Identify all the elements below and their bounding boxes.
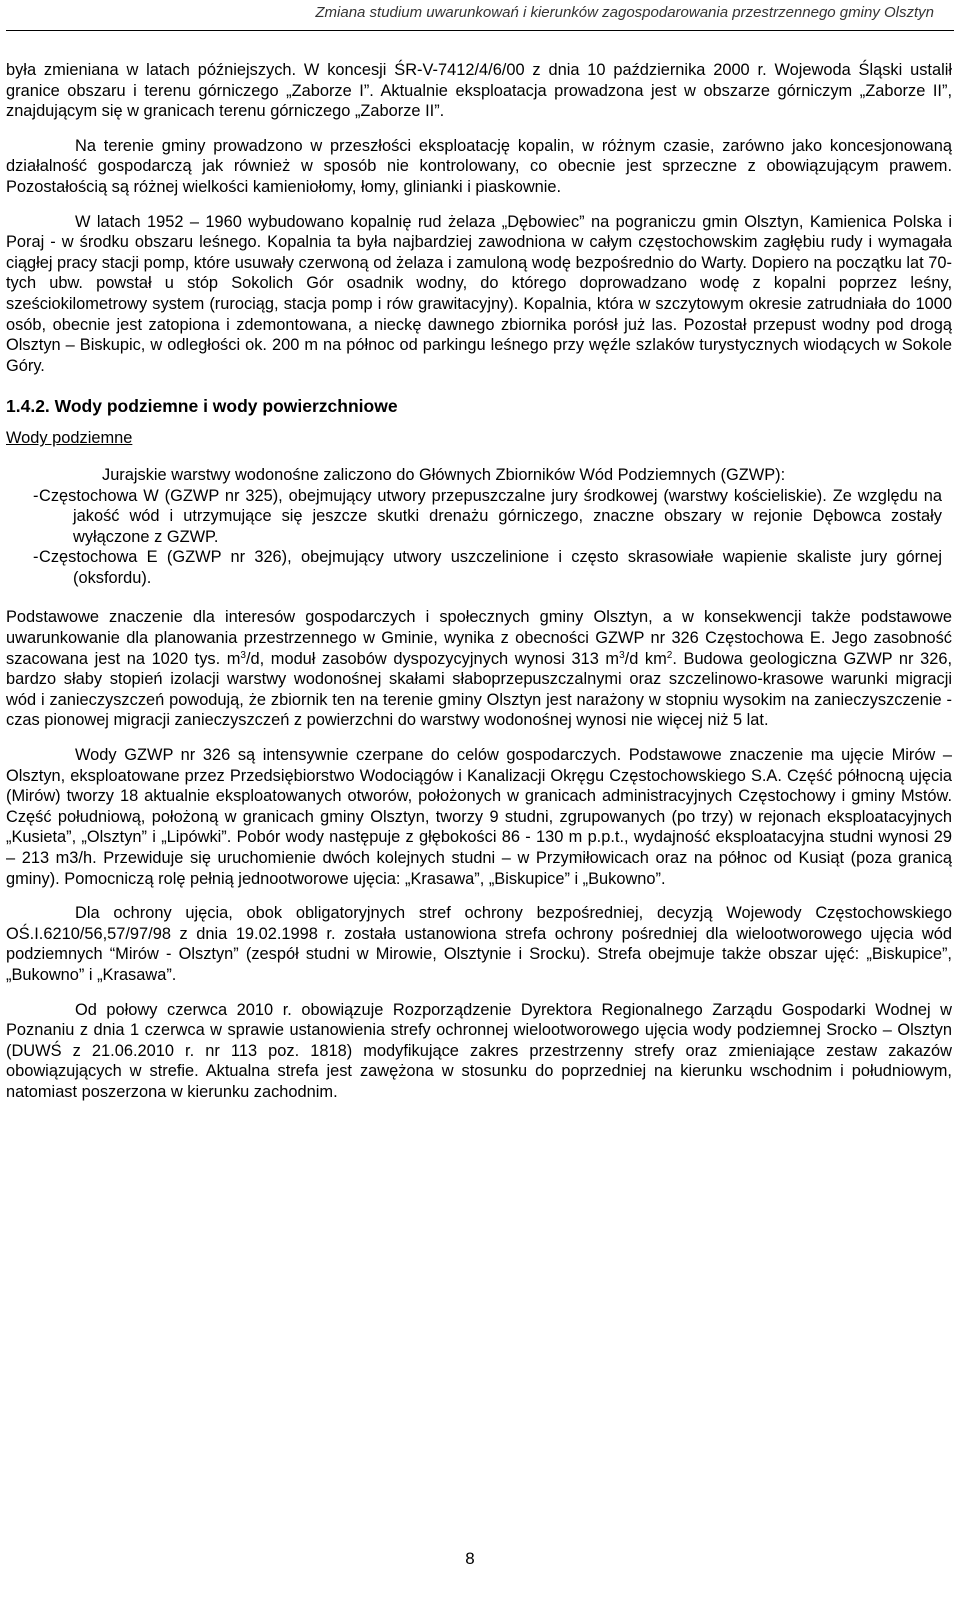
list-item <box>6 486 952 548</box>
list-item-text: Częstochowa E (GZWP nr 326), obejmujący utwory uszczelinione i często skrasowiałe wapienie skaliste jury górnej (oksfordu). <box>39 548 942 587</box>
list-dash: - <box>33 548 39 567</box>
section-heading: 1.4.2. Wody podziemne i wody powierzchniowe <box>6 396 398 417</box>
running-header: Zmiana studium uwarunkowań i kierunków zagospodarowania przestrzennego gminy Olsztyn <box>315 4 934 21</box>
list-dash: - <box>33 486 39 505</box>
paragraph-protection-zone: Dla ochrony ujęcia, obok obligatoryjnych stref ochrony bezpośredniej, decyzją Wojewody Częstochowskiego OŚ.I.6210/56,57/97/98 z dnia 19.02.1998 r. została ustanowiona strefa ochrony pośredniej dla wielootworowego ujęcia wód podziemnych “Mirów - Olsztyn” (zespół studni w Mirowie, Olsztynie i Srocku). Strefa obejmuje także obszar ujęć: „Biskupice”, „Bukowno” i „Krasawa”. <box>6 904 952 984</box>
header-divider <box>6 30 954 31</box>
document-body <box>6 60 952 1103</box>
list-item <box>6 547 952 588</box>
paragraph-regulation-2010: Od połowy czerwca 2010 r. obowiązuje Rozporządzenie Dyrektora Regionalnego Zarządu Gospodarki Wodnej w Poznaniu z dnia 1 czerwca w sprawie ustanowienia strefy ochronnej wielootworowego ujęcia wody podziemnej Srocko – Olsztyn (DUWŚ z 21.06.2010 r. nr 113 poz. 1818) modyfikujące zakres przestrzenny strefy oraz zmieniające zestaw zakazów obowiązujących w strefie. Aktualna strefa jest zawężona w stosunku do poprzedniej na kierunku wschodnim i południowym, natomiast poszerzona w kierunku zachodnim. <box>6 1000 952 1101</box>
paragraph-water-intake: Wody GZWP nr 326 są intensywnie czerpane do celów gospodarczych. Podstawowe znaczenie ma ujęcie Mirów – Olsztyn, eksploatowane przez Przedsiębiorstwo Wodociągów i Kanalizacji Okręgu Częstochowskiego S.A. Część północną ujęcia (Mirów) tworzy 18 aktualnie eksploatowanych otworów, położonych w granicach administracyjnych Częstochowy i gminy Mstów. Część południową, położoną w granicach gminy Olsztyn, tworzy 9 studni, zgrupowanych (po trzy) w rejonach eksploatacyjnych „Kusieta”, „Olsztyn” i „Lipówki”. Pobór wody następuje z głębokości 86 - 130 m p.p.t., wydajność eksploatacyjna studni wynosi 29 – 213 m3/h. Przewiduje się uruchomienie dwóch kolejnych studni – w Przymiłowicach oraz na północ od Kusiąt (poza granicą gminy). Pomocniczą rolę pełnią jednootworowe ujęcia: „Krasawa”, „Biskupice” i „Bukowno”. <box>6 746 952 888</box>
subheading-groundwater: Wody podziemne <box>6 429 133 448</box>
page-number: 8 <box>465 1549 475 1568</box>
paragraph-gzwp-326: Podstawowe znaczenie dla interesów gospodarczych i społecznych gminy Olsztyn, a w konsekwencji także podstawowe uwarunkowanie dla planowania przestrzennego w Gminie, wynika z obecności GZWP nr 326 Częstochowa E. Jego zasobność szacowana jest na 1020 tys. $m^3/d$, moduł zasobów dyspozycyjnych wynosi 313 $m^3/d$ $km^2$. Budowa geologiczna GZWP nr 326, bardzo słaby stopień izolacji warstwy wodonośnej skałami słaboprzepuszczalnymi oraz szczelinowo-krasowe warunki migracji wód i zanieczyszczeń powodują, że zbiornik ten na terenie gminy Olsztyn jest narażony w stopniu wysokim na zanieczyszczenie - czas pionowej migracji zanieczyszczeń z powierzchni do warstwy wodonośnej wynosi nie więcej niż 5 lat. <box>6 608 953 730</box>
paragraph-concession: była zmieniana w latach późniejszych. W koncesji ŚR-V-7412/4/6/00 z dnia 10 października 2000 r. Wojewoda Śląski ustalił granice obszaru i terenu górniczego „Zaborze I”. Aktualnie eksploatacja prowadzona jest w obszarze górniczym „Zaborze II”, znajdującym się w granicach terenu górniczego „Zaborze II”. <box>6 61 952 121</box>
paragraph-past-mining: Na terenie gminy prowadzono w przeszłości eksploatację kopalin, w różnym czasie, zarówno jako koncesjonowaną działalność gospodarczą jak również w sposób nie kontrolowany, co obecnie jest sprzeczne z obowiązującym prawem. Pozostałością są różnej wielkości kamieniołomy, łomy, glinianki i piaskownie. <box>6 136 952 196</box>
gzwp-list <box>6 486 952 589</box>
paragraph-debowiec-mine: W latach 1952 – 1960 wybudowano kopalnię rud żelaza „Dębowiec” na pograniczu gmin Olsztyn, Kamienica Polska i Poraj - w środku obszaru leśnego. Kopalnia ta była najbardziej zawodniona w całym częstochowskim zagłębiu rudy i wymagała ciągłej pracy stacji pomp, które usuwały czerwoną od żelaza i zamuloną wodę bezpośrednio do Warty. Dopiero na początku lat 70-tych ubw. powstał u stóp Sokolich Gór osadnik wodny, do którego doprowadzano wodę z kopalni poprzez leśny, sześciokilometrowy system (rurociąg, stacja pomp i rów grawitacyjny). Kopalnia, która w szczytowym okresie zatrudniała do 1000 osób, obecnie jest zatopiona i zdemontowana, a nieckę dawnego zbiornika porósł już las. Pozostał przepust wodny pod drogą Olsztyn – Biskupic, w odległości ok. 200 m na północ od parkingu leśnego przy węźle szlaków turystycznych wiodących w Sokole Góry. <box>6 212 952 375</box>
list-item-text: Częstochowa W (GZWP nr 325), obejmujący utwory przepuszczalne jury środkowej (warstwy kościeliskie). Ze względu na jakość wód i utrzymujące się jeszcze skutki drenażu górniczego, znaczne obszary w rejonie Dębowca zostały wyłączone z GZWP. <box>39 486 942 546</box>
paragraph-gzwp-intro: Jurajskie warstwy wodonośne zaliczono do Głównych Zbiorników Wód Podziemnych (GZWP): <box>102 465 786 484</box>
